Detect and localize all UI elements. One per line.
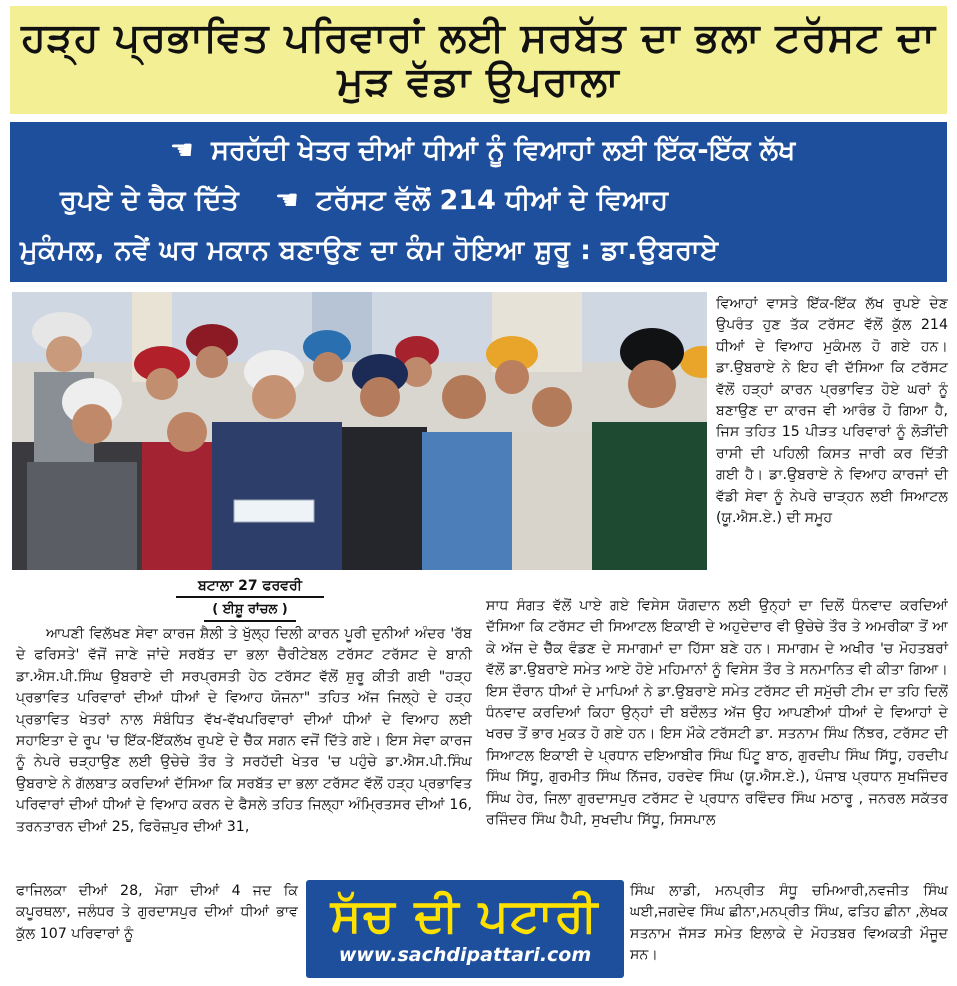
byline: ( ਈਸ਼ੂ ਰਾਂਚਲ ) — [204, 600, 295, 622]
pointing-hand-icon: ☚ — [169, 135, 194, 166]
article-paragraph: ਸਿੰਘ ਲਾਡੀ, ਮਨਪ੍ਰੀਤ ਸੰਧੂ ਚਮਿਆਰੀ,ਨਵਜੀਤ ਸਿੰਘ ਘਈ,ਜਗਦੇਵ ਸਿੰਘ ਛੀਨਾ,ਮਨਪ੍ਰੀਤ ਸਿੰਘ, ਫਤਿਹ ਛੀਨਾ ,ਲੇਖਕ ਸਤਨਾਮ ਜੱਸੜ ਸਮੇਤ ਇਲਾਕੇ ਦੇ ਮੋਹਤਬਰ ਵਿਅਕਤੀ ਮੌਜੂਦ ਸਨ। — [630, 883, 948, 964]
pointing-hand-icon: ☚ — [274, 185, 299, 216]
headline: ਹੜ੍ਹ ਪ੍ਰਭਾਵਿਤ ਪਰਿਵਾਰਾਂ ਲਈ ਸਰਬੱਤ ਦਾ ਭਲਾ ਟਰੱਸਟ ਦਾ ਮੁੜ ਵੱਡਾ ਉਪਰਾਲਾ — [10, 6, 947, 114]
dateline: ਬਟਾਲਾ 27 ਫਰਵਰੀ — [176, 576, 324, 598]
news-photo — [12, 292, 707, 570]
subhead-text-2a: ਰੁਪਏ ਦੇ ਚੈਕ ਦਿੱਤੇ — [60, 185, 239, 216]
article-column-wide — [486, 596, 948, 831]
subhead-text-2b: ਟਰੱਸਟ ਵੱਲੋਂ 214 ਧੀਆਂ ਦੇ ਵਿਆਹ — [316, 185, 669, 216]
article-column-right — [716, 294, 948, 529]
subheadline-banner — [10, 122, 947, 282]
article-paragraph: ਸਾਧ ਸੰਗਤ ਵੱਲੋਂ ਪਾਏ ਗਏ ਵਿਸੇਸ ਯੋਗਦਾਨ ਲਈ ਉਨ੍ਹਾਂ ਦਾ ਦਿਲੋਂ ਧੰਨਵਾਦ ਕਰਦਿਆਂ ਦੱਸਿਆ ਕਿ ਟਰੱਸਟ ਦੀ ਸਿਆਟਲ ਇਕਾਈ ਦੇ ਅਹੁਦੇਦਾਰ ਵੀ ਉਚੇਚੇ ਤੌਰ ਤੇ ਅਮਰੀਕਾ ਤੋਂ ਆ ਕੇ ਅੱਜ ਦੇ ਚੈੱਕ ਵੰਡਣ ਦੇ ਸਮਾਗਮਾਂ ਦਾ ਹਿੱਸਾ ਬਣੇ ਹਨ। ਸਮਾਗਮ ਦੇ ਅਖੀਰ 'ਚ ਮੋਹਤਬਰਾਂ ਵੱਲੋਂ ਡਾ.ਉਬਰਾਏ ਸਮੇਤ ਆਏ ਹੋਏ ਮਹਿਮਾਨਾਂ ਨੂੰ ਵਿਸੇਸ ਤੌਰ ਤੇ ਸਨਮਾਨਿਤ ਵੀ ਕੀਤਾ ਗਿਆ। ਇਸ ਦੌਰਾਨ ਧੀਆਂ ਦੇ ਮਾਪਿਆਂ ਨੇ ਡਾ.ਉਬਰਾਏ ਸਮੇਤ ਟਰੱਸਟ ਦੀ ਸਮੁੱਚੀ ਟੀਮ ਦਾ ਤਹਿ ਦਿਲੋਂ ਧੰਨਵਾਦ ਕਰਦਿਆਂ ਕਿਹਾ ਉਨ੍ਹਾਂ ਦੀ ਬਦੌਲਤ ਅੱਜ ਉਹ ਆਪਣੀਆਂ ਧੀਆਂ ਦੇ ਵਿਆਹਾਂ ਦੇ ਖਰਚ ਤੋਂ ਭਾਰ ਮੁਕਤ ਹੋ ਗਏ ਹਨ। ਇਸ ਮੌਕੇ ਟਰੱਸਟੀ ਡਾ. ਸਤਨਾਮ ਸਿੰਘ ਨਿੱਝਰ, ਟਰੱਸਟ ਦੀ ਸਿਆਟਲ ਇਕਾਈ ਦੇ ਪ੍ਰਧਾਨ ਦਇਆਬੀਰ ਸਿੰਘ ਪਿੰਟੂ ਬਾਠ, ਗੁਰਦੀਪ ਸਿੰਘ ਸਿੱਧੂ, ਹਰਦੀਪ ਸਿੰਘ ਸਿੱਧੂ, ਗੁਰਮੀਤ ਸਿੰਘ ਨਿੱਜਰ, ਹਰਦੇਵ ਸਿੰਘ (ਯੂ.ਐਸ.ਏ.), ਪੰਜਾਬ ਪ੍ਰਧਾਨ ਸੁਖਜਿੰਦਰ ਸਿੰਘ ਹੇਰ, ਜਿਲਾ ਗੁਰਦਾਸਪੁਰ ਟਰੱਸਟ ਦੇ ਪ੍ਰਧਾਨ ਰਵਿੰਦਰ ਸਿੰਘ ਮਠਾਰੂ , ਜਨਰਲ ਸਕੱਤਰ ਰਜਿੰਦਰ ਸਿੰਘ ਹੈਪੀ, ਸੁਖਦੀਪ ਸਿੱਧੂ, ਸਿਸਪਾਲ — [486, 598, 948, 829]
brand-name: ਸੱਚ ਦੀ ਪਟਾਰੀ — [330, 888, 600, 943]
group-cheque-handover-photo — [12, 292, 707, 570]
article-paragraph: ਆਪਣੀ ਵਿਲੱਖਣ ਸੇਵਾ ਕਾਰਜ ਸ਼ੈਲੀ ਤੇ ਖੁੱਲ੍ਹ ਦਿਲੀ ਕਾਰਨ ਪੂਰੀ ਦੁਨੀਆਂ ਅੰਦਰ 'ਰੱਬ ਦੇ ਫਰਿਸਤੇ' ਵੱਜੋਂ ਜਾਣੇ ਜਾਂਦੇ ਸਰਬੱਤ ਦਾ ਭਲਾ ਚੈਰੀਟੇਬਲ ਟਰੱਸਟ ਟਰੱਸਟ ਦੇ ਬਾਨੀ ਡਾ.ਐਸ.ਪੀ.ਸਿੰਘ ਉਬਰਾਏ ਦੀ ਸਰਪ੍ਰਸਤੀ ਹੇਠ ਟਰੱਸਟ ਵੱਲੋਂ ਸ਼ੁਰੂ ਕੀਤੀ ਗਈ "ਹੜ੍ਹ ਪ੍ਰਭਾਵਿਤ ਪਰਿਵਾਰਾਂ ਦੀਆਂ ਧੀਆਂ ਦੇ ਵਿਆਹ ਯੋਜਨਾ" ਤਹਿਤ ਅੱਜ ਜਿਲ੍ਹੇ ਦੇ ਹੜ੍ਹ ਪ੍ਰਭਾਵਿਤ ਖੇਤਰਾਂ ਨਾਲ ਸੰਬੰਧਿਤ ਵੱਖ-ਵੱਖਪਰਿਵਾਰਾਂ ਦੀਆਂ ਧੀਆਂ ਦੇ ਵਿਆਹ ਲਈ ਸਹਾਇਤਾ ਦੇ ਰੂਪ 'ਚ ਇੱਕ-ਇੱਕਲੱਖ ਰੁਪਏ ਦੇ ਚੈੱਕ ਸਗਨ ਵਜੋਂ ਦਿੱਤੇ ਗਏ। ਇਸ ਸੇਵਾ ਕਾਰਜ ਨੂੰ ਨੇਪਰੇ ਚੜ੍ਹਾਉਣ ਲਈ ਉਚੇਚੇ ਤੌਰ ਤੇ ਸਰਹੱਦੀ ਖੇਤਰ 'ਚ ਪਹੁੰਚੇ ਡਾ.ਐਸ.ਪੀ.ਸਿੰਘ ਉਬਰਾਏ ਨੇ ਗੱਲਬਾਤ ਕਰਦਿਆਂ ਦੱਸਿਆ ਕਿ ਸਰਬੱਤ ਦਾ ਭਲਾ ਟਰੱਸਟ ਵੱਲੋਂ ਹੜ੍ਹ ਪ੍ਰਭਾਵਿਤ ਪਰਿਵਾਰਾਂ ਦੀਆਂ ਧੀਆਂ ਦੇ ਵਿਆਹ ਕਰਨ ਦੇ ਫੈਸਲੇ ਤਹਿਤ ਜਿਲ੍ਹਾ ਅੰਮ੍ਰਿਤਸਰ ਦੀਆਂ 16, ਤਰਨਤਾਰਨ ਦੀਆਂ 25, ਫਿਰੋਜ਼ਪੁਰ ਦੀਆਂ 31, — [16, 626, 472, 835]
brand-logo — [306, 880, 624, 978]
brand-url[interactable]: www.sachdipattari.com — [338, 943, 592, 966]
subhead-line-2 — [20, 176, 937, 226]
subhead-line-3: ਮੁਕੰਮਲ, ਨਵੇਂ ਘਰ ਮਕਾਨ ਬਣਾਉਣ ਦਾ ਕੰਮ ਹੋਇਆ ਸ਼ੁਰੂ : ਡਾ.ਉਬਰਾਏ — [20, 235, 719, 266]
subhead-line-1 — [20, 126, 937, 176]
article-column-left — [16, 624, 472, 838]
article-column-left-bottom — [16, 881, 298, 945]
article-column-right-bottom — [630, 881, 948, 967]
subhead-text-1: ਸਰਹੱਦੀ ਖੇਤਰ ਦੀਆਂ ਧੀਆਂ ਨੂੰ ਵਿਆਹਾਂ ਲਈ ਇੱਕ-ਇੱਕ ਲੱਖ — [211, 135, 796, 166]
article-paragraph: ਫਾਜਿਲਕਾ ਦੀਆਂ 28, ਮੋਗਾ ਦੀਆਂ 4 ਜਦ ਕਿ ਕਪੂਰਥਲਾ, ਜਲੰਧਰ ਤੇ ਗੁਰਦਾਸਪੁਰ ਦੀਆਂ ਧੀਆਂ ਭਾਵ ਕੁੱਲ 107 ਪਰਿਵਾਰਾਂ ਨੂੰ — [16, 883, 298, 942]
dateline-block — [150, 575, 350, 622]
article-paragraph: ਵਿਆਹਾਂ ਵਾਸਤੇ ਇੱਕ-ਇੱਕ ਲੱਖ ਰੁਪਏ ਦੇਣ ਉਪਰੰਤ ਹੁਣ ਤੱਕ ਟਰੱਸਟ ਵੱਲੋਂ ਕੁੱਲ 214 ਧੀਆਂ ਦੇ ਵਿਆਹ ਮੁਕੰਮਲ ਹੋ ਗਏ ਹਨ। ਡਾ.ਉਬਰਾਏ ਨੇ ਇਹ ਵੀ ਦੱਸਿਆ ਕਿ ਟਰੱਸਟ ਵੱਲੋਂ ਹੜ੍ਹਾਂ ਕਾਰਨ ਪ੍ਰਭਾਵਿਤ ਹੋਏ ਘਰਾਂ ਨੂੰ ਬਣਾਉਣ ਦਾ ਕਾਰਜ ਵੀ ਆਰੰਭ ਹੋ ਗਿਆ ਹੈ, ਜਿਸ ਤਹਿਤ 15 ਪੀੜਤ ਪਰਿਵਾਰਾਂ ਨੂੰ ਲੋੜੀਂਦੀ ਰਾਸੀ ਦੀ ਪਹਿਲੀ ਕਿਸਤ ਜਾਰੀ ਕਰ ਦਿੱਤੀ ਗਈ ਹੈ। ਡਾ.ਉਬਰਾਏ ਨੇ ਵਿਆਹ ਕਾਰਜਾਂ ਦੀ ਵੱਡੀ ਸੇਵਾ ਨੂੰ ਨੇਪਰੇ ਚਾੜ੍ਹਨ ਲਈ ਸਿਆਟਲ (ਯੂ.ਐਸ.ਏ.) ਦੀ ਸਮੂਹ — [716, 296, 948, 527]
